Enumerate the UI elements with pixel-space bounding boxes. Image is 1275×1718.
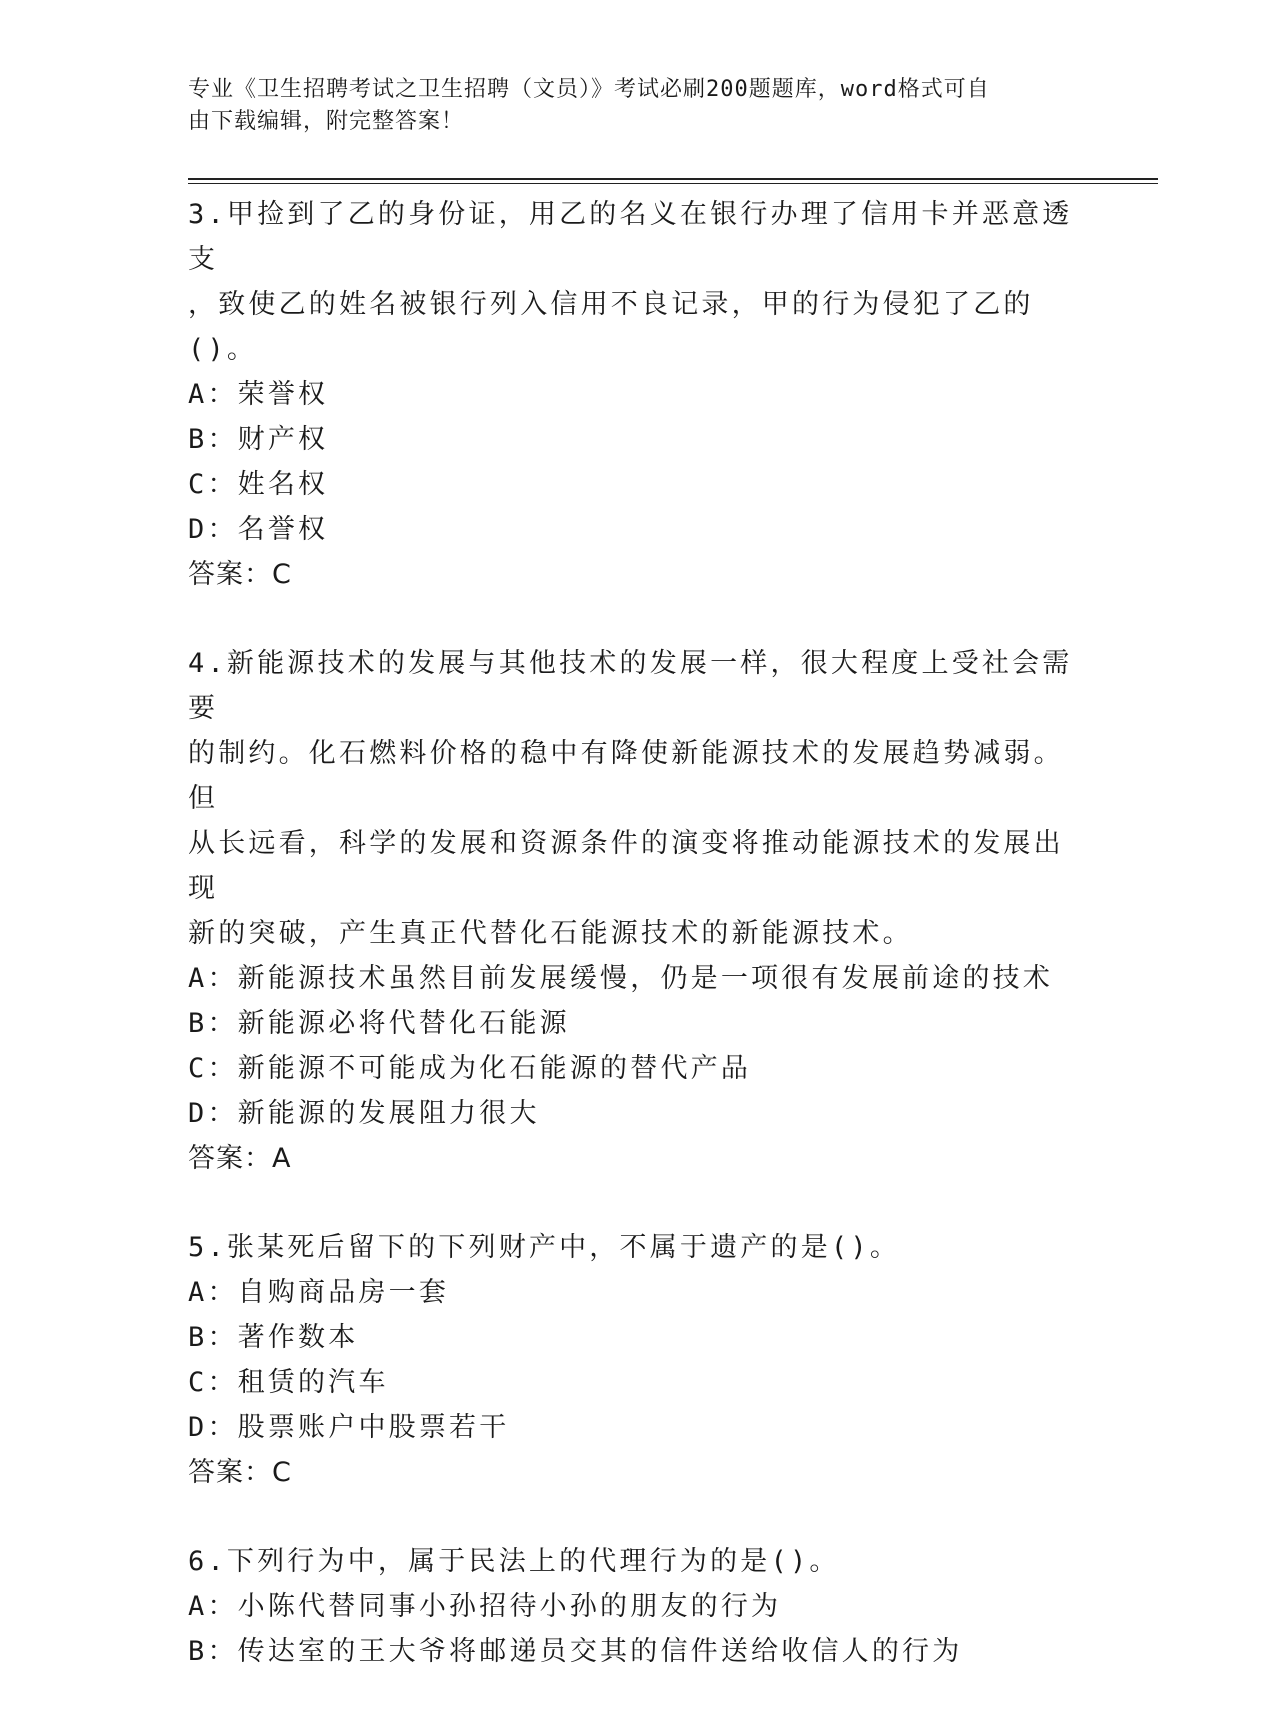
question-list [188,192,1088,1718]
question-4-stem-line-1: 4.新能源技术的发展与其他技术的发展一样，很大程度上受社会需要 [188,648,1073,724]
question-6-stem-line-1: 6.下列行为中，属于民法上的代理行为的是()。 [188,1546,840,1577]
question-6-option-b: B：传达室的王大爷将邮递员交其的信件送给收信人的行为 [188,1636,963,1667]
header-divider-thick [188,178,1158,180]
question-5-option-d: D：股票账户中股票若干 [188,1412,510,1443]
header-divider-thin [188,183,1158,184]
question-4-option-c: C：新能源不可能成为化石能源的替代产品 [188,1053,752,1084]
question-5-option-c: C：租赁的汽车 [188,1367,389,1398]
question-5-stem-line-1: 5.张某死后留下的下列财产中，不属于遗产的是()。 [188,1232,901,1263]
question-4-stem-line-4: 新的突破，产生真正代替化石能源技术的新能源技术。 [188,918,913,949]
question-5 [188,1225,1088,1495]
question-5-option-b: B：著作数本 [188,1322,359,1353]
question-3-option-d: D：名誉权 [188,514,329,545]
header-line-2: 由下载编辑，附完整答案！ [188,109,465,134]
header-line-1: 专业《卫生招聘考试之卫生招聘（文员）》考试必刷200题题库，word格式可自 [188,77,990,102]
question-4-option-a: A：新能源技术虽然目前发展缓慢，仍是一项很有发展前途的技术 [188,963,1054,994]
question-3-answer: 答案：C [188,559,292,590]
question-3 [188,192,1088,597]
question-4-stem-line-2: 的制约。化石燃料价格的稳中有降使新能源技术的发展趋势减弱。但 [188,738,1064,814]
question-3-stem-line-1: 3.甲捡到了乙的身份证，用乙的名义在银行办理了信用卡并恶意透支 [188,199,1073,275]
question-4-option-d: D：新能源的发展阻力很大 [188,1098,540,1129]
question-3-option-b: B：财产权 [188,424,329,455]
question-3-option-a: A：荣誉权 [188,379,329,410]
document-header [188,74,1068,138]
question-5-answer: 答案：C [188,1457,292,1488]
question-5-option-a: A：自购商品房一套 [188,1277,450,1308]
question-3-option-c: C：姓名权 [188,469,329,500]
question-6 [188,1539,1088,1674]
question-4-option-b: B：新能源必将代替化石能源 [188,1008,570,1039]
question-4-answer: 答案：A [188,1143,292,1174]
question-4-stem-line-3: 从长远看，科学的发展和资源条件的演变将推动能源技术的发展出现 [188,828,1064,904]
question-4 [188,641,1088,1181]
question-3-stem-line-2: ，致使乙的姓名被银行列入信用不良记录，甲的行为侵犯了乙的()。 [188,289,1034,365]
question-6-option-a: A：小陈代替同事小孙招待小孙的朋友的行为 [188,1591,782,1622]
